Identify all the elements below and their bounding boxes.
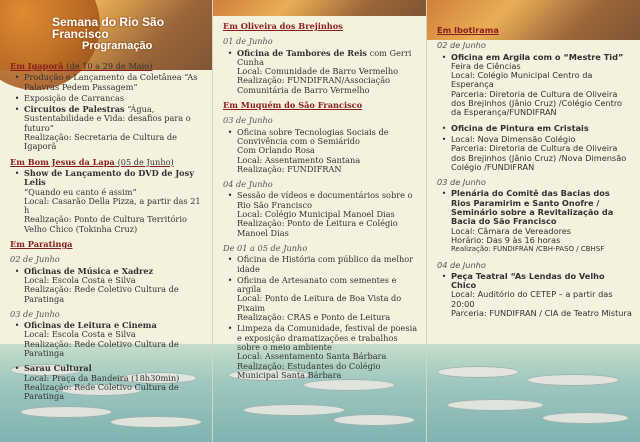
list-item: • Sarau Cultural <box>14 363 92 374</box>
section-muquem-heading: Em Muquém do São Francisco <box>223 100 363 111</box>
list-item: • Plenária do Comitê das Bacias dos Rios Paramirim e Santo Onofre / Seminário sobre a Revitalização da Bacia do São Francisco <box>441 188 614 227</box>
date-label: 02 de Junho <box>437 40 486 51</box>
panel-middle <box>212 0 426 442</box>
date-label: 02 de Junho <box>10 254 60 265</box>
list-item: • Produção e Lançamento da Coletânea “As Palavras Pedem Passagem” <box>14 72 198 92</box>
section-ibotirama-heading: Em Ibotirama <box>437 25 499 35</box>
panel-right <box>426 0 640 442</box>
event-realization: Realização: FUNDIFRAN <box>237 163 342 174</box>
event-realization: Realização: CRAS e Ponto de Leitura <box>237 312 391 323</box>
event-local: Local: Colégio Municipal Manoel Dias <box>237 209 395 220</box>
event-realization: Realização: FUNDIFRAN/Associação Comunitária de Barro Vermelho <box>237 75 391 95</box>
date-label: 04 de Junho <box>223 179 273 190</box>
event-local: Local: Auditório do CETEP – a partir das 20:00 <box>451 289 613 309</box>
list-item: • Show de Lançamento do DVD de Josy Lelis <box>14 167 195 188</box>
event-local: Local: Assentamento Santa Bárbara <box>237 351 387 362</box>
event-realization: Realização: FUNDIFRAN /CBH-PASO / CBHSF <box>451 245 605 254</box>
date-label: 04 de Junho <box>437 259 486 270</box>
page-subtitle: Programação <box>82 40 153 52</box>
list-item: • Exposição de Carrancas <box>14 92 125 103</box>
list-item: • Oficina de Pintura em Cristais <box>441 122 589 133</box>
panel-left <box>0 0 212 442</box>
event-realization: Realização: Estudantes do Colégio Municipal Santa Bárbara <box>237 360 381 380</box>
list-item: • Oficina de Artesanato com sementes e argila <box>227 274 397 295</box>
section-igapora-heading: Em Igaporã (de 10 a 29 de Maio) <box>10 61 153 71</box>
event-realization: Realização: Rede Coletivo Cultura de Paratinga <box>24 381 179 402</box>
event-local: Local: Ponto de Leitura de Boa Vista do Pixaim <box>237 293 402 313</box>
panel-middle-content <box>213 0 426 380</box>
list-item: • Oficina em Argila com o “Mestre Tid” <box>441 51 624 62</box>
event-local: Local: Câmara de Vereadores <box>451 225 572 236</box>
list-item: • Sessão de vídeos e documentários sobre o Rio São Francisco <box>227 190 413 210</box>
list-item: • Peça Teatral “As Lendas do Velho Chico <box>441 270 605 291</box>
list-item: • Circuitos de Palestras “Água, Sustentabilidade e Vida: desafios para o futuro” <box>14 104 191 133</box>
event-detail: Com Orlando Rosa <box>237 145 315 156</box>
event-local: Local: Escola Costa e Silva <box>24 329 136 340</box>
event-local: Local: Assentamento Santana <box>237 154 361 165</box>
list-item: • Limpeza da Comunidade, festival de poesia e exposição dramatizações e trabalhos sobre o meio ambiente <box>227 323 418 352</box>
event-local: Local: Escola Costa e Silva <box>24 274 136 285</box>
list-item: • Oficinas de Música e Xadrez <box>14 265 154 276</box>
page-title: Semana do Rio São Francisco <box>52 15 165 41</box>
event-realization: Realização: Rede Coletivo Cultura de Paratinga <box>24 338 179 359</box>
event-partnership: Parceria: Diretoria de Cultura de Oliveira dos Brejinhos (Jânio Cruz) /Colégio Centro da Esperança/FUNDIFRAN <box>451 88 623 118</box>
section-paratinga-heading: Em Paratinga <box>10 239 73 250</box>
event-local: Local: Comunidade de Barro Vermelho <box>237 66 399 77</box>
panel-right-content <box>427 0 640 318</box>
list-item: • Oficina de História com público da melhor idade <box>227 254 414 274</box>
list-item: • Oficina sobre Tecnologias Sociais de Convivência com o Semiárido <box>227 126 389 146</box>
section-oliveira-heading: Em Oliveira dos Brejinhos <box>223 21 343 31</box>
list-item: • Oficina de Tambores de Reis com Gerri Cunha <box>227 47 412 67</box>
panel-left-content <box>0 0 212 402</box>
date-label: 03 de Junho <box>10 308 60 319</box>
event-local: Local: Praça da Bandeira (18h30min) <box>24 372 180 383</box>
event-local: Local: Colégio Municipal Centro da Esperança <box>451 70 593 90</box>
date-label: 03 de Junho <box>437 177 486 188</box>
date-label: De 01 a 05 de Junho <box>223 242 308 253</box>
event-time: Horário: Das 9 às 16 horas <box>451 234 561 245</box>
river-boats-image <box>427 344 640 442</box>
event-realization: Realização: Ponto de Cultura Território Velho Chico (Tokinha Cruz) <box>24 214 187 234</box>
event-realization: Realização: Secretaria de Cultura de Igaporã <box>24 132 177 152</box>
section-lapa-heading: Em Bom Jesus da Lapa (05 de Junho) <box>10 156 174 167</box>
list-item: • Local: Nova Dimensão Colégio <box>441 133 576 144</box>
event-realization: Realização: Rede Coletivo Cultura de Paratinga <box>24 284 179 304</box>
event-partnership: Parceria: FUNDIFRAN / CIA de Teatro Mistura <box>451 308 632 319</box>
event-quote: “Quando eu canto é assim” <box>24 186 137 197</box>
event-realization: Realização: Ponto de Leitura e Colégio Manoel Dias <box>237 218 398 238</box>
event-title: Feira de Ciências <box>451 60 521 71</box>
event-local: Local: Casarão Della Pizza, a partir das 21 h <box>24 195 201 216</box>
date-label: 01 de Junho <box>223 36 273 47</box>
list-item: • Oficinas de Leitura e Cinema <box>14 320 157 331</box>
event-partnership: Parceria: Diretoria de Cultura de Oliveira dos Brejinhos (Jânio Cruz) /Nova Dimensão Colégio /FUNDIFRAN <box>451 143 627 172</box>
date-label: 03 de Junho <box>223 115 273 126</box>
